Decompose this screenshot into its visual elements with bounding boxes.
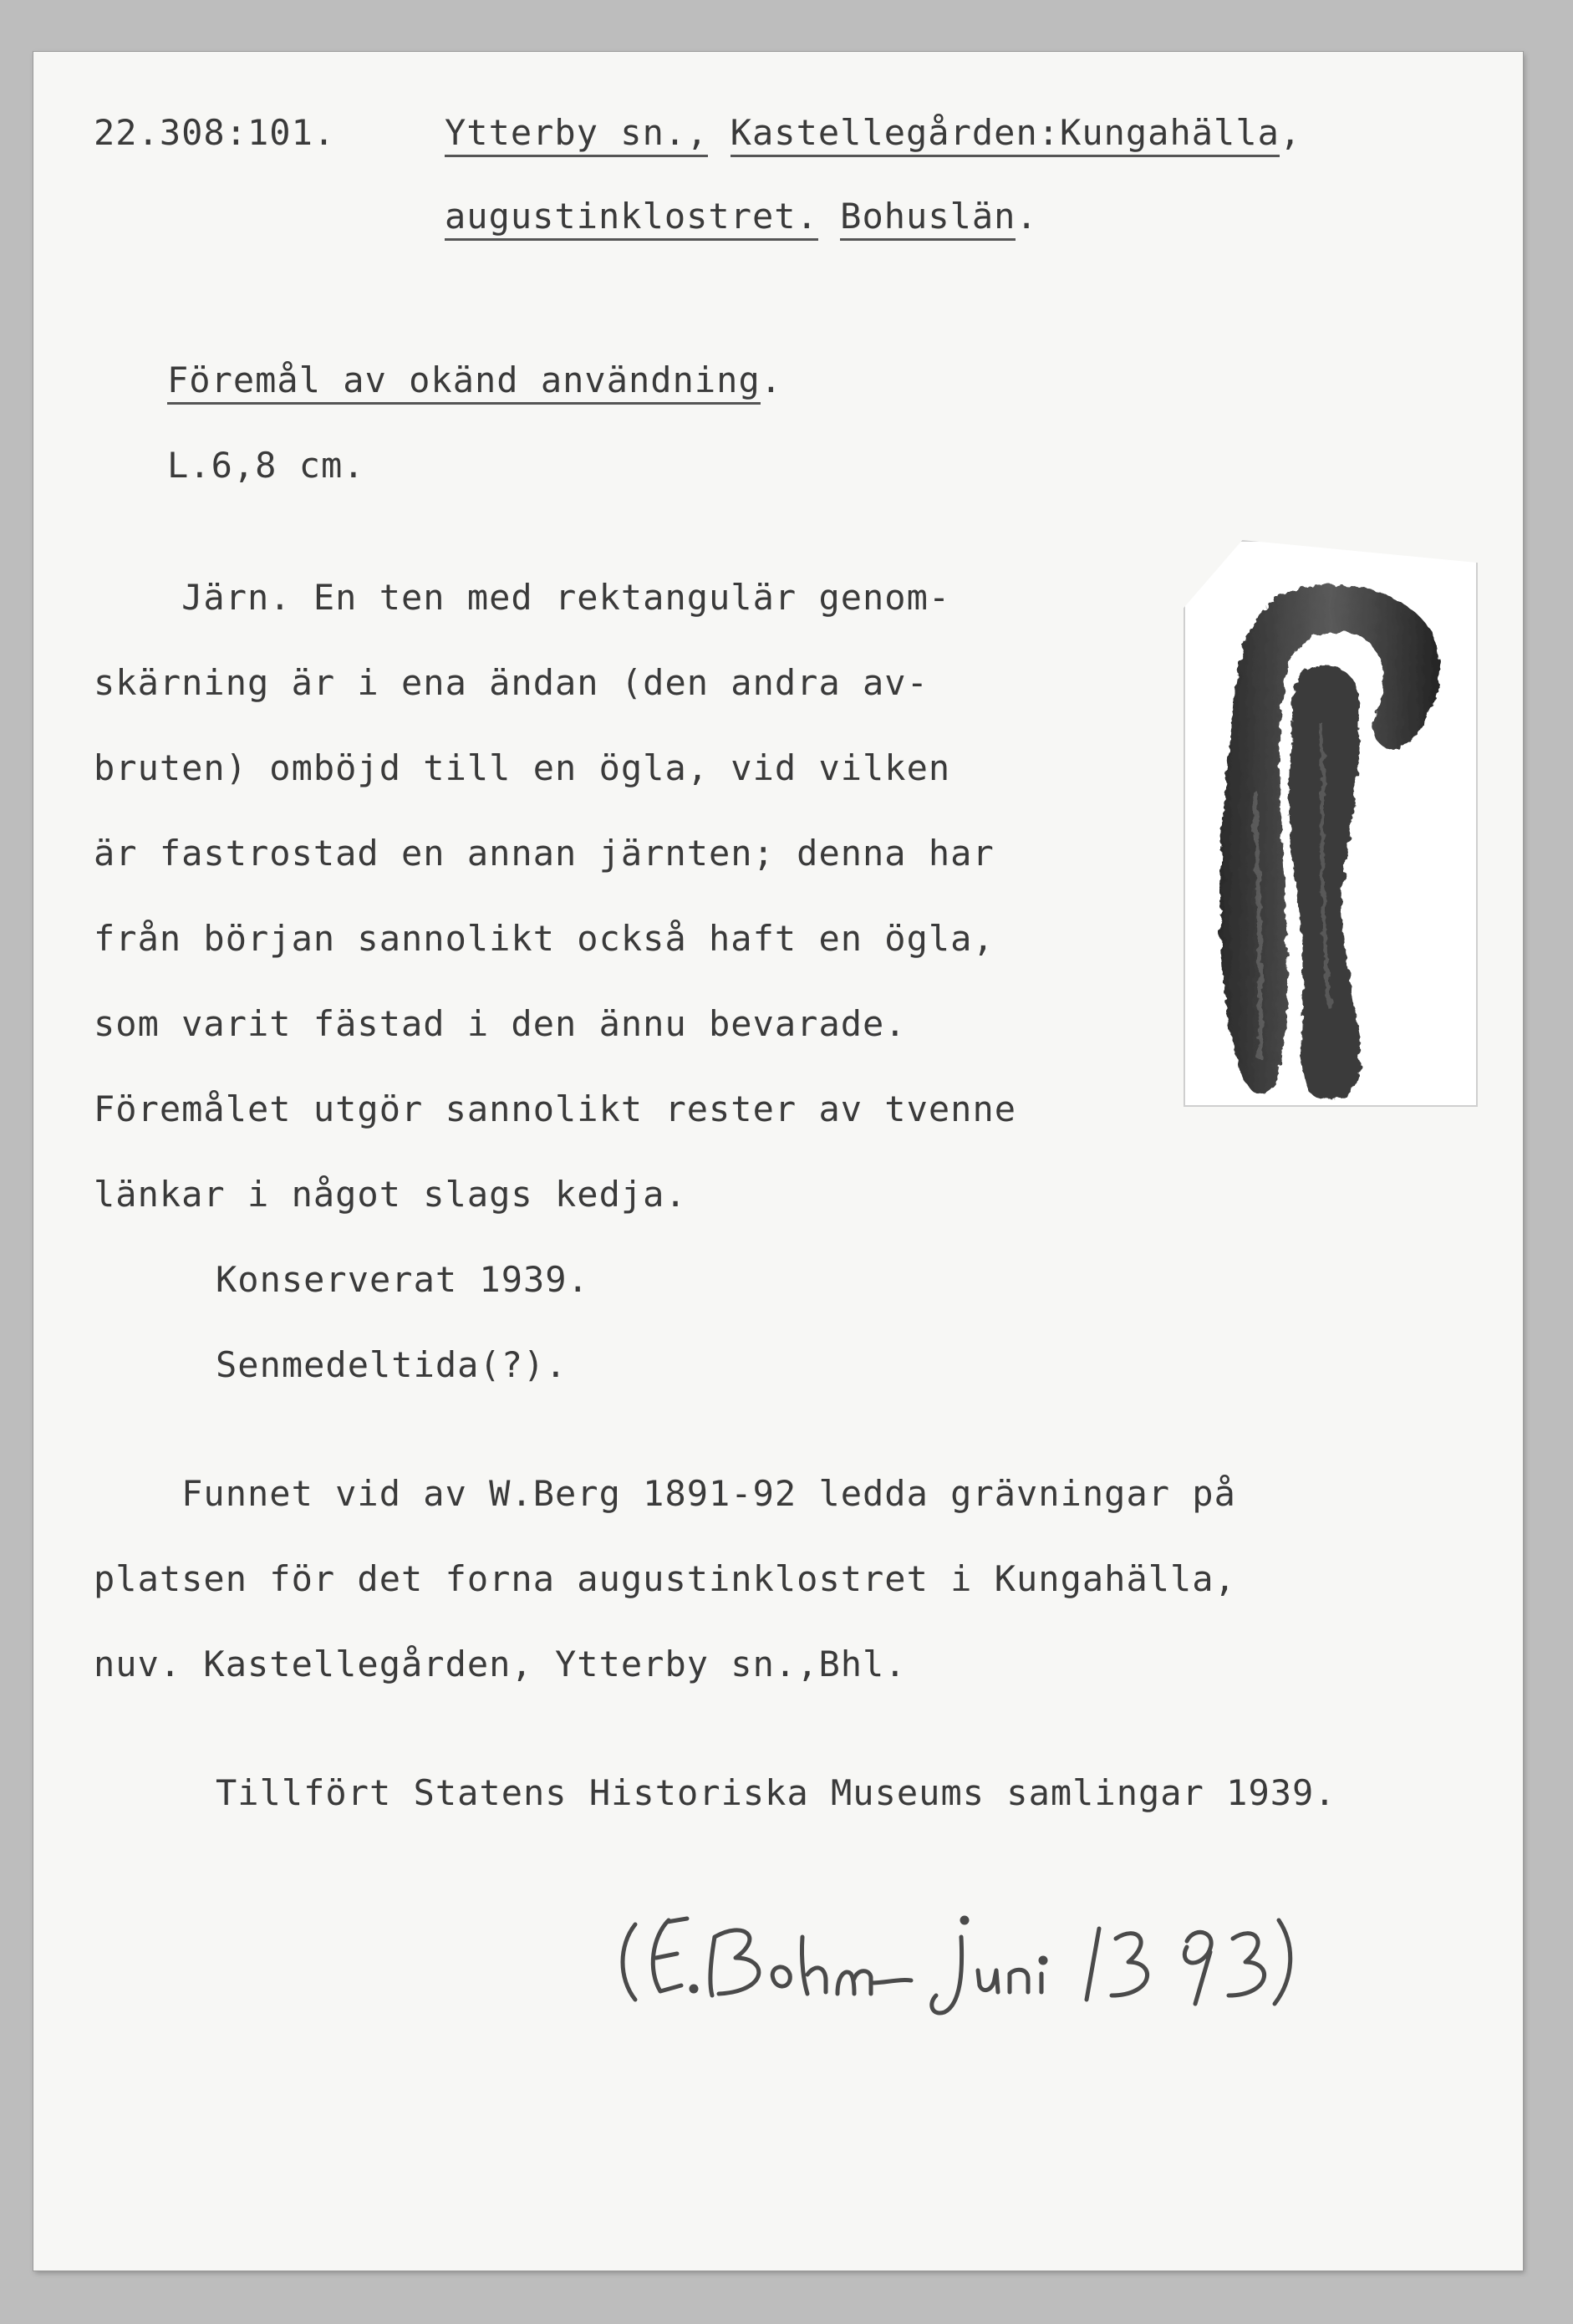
description-line: Järn. En ten med rektangulär genom- [94,577,951,618]
acquisition-note: Tillfört Statens Historiska Museums samlingar 1939. [216,1772,1336,1813]
catalog-number: 22.308:101. [94,112,336,153]
title-period: . [760,359,783,400]
iron-links-image [1184,540,1478,1107]
object-title-line [167,359,782,401]
description-line: som varit fästad i den ännu bevarade. [94,1003,907,1044]
dating-note: Senmedeltida(?). [216,1344,568,1385]
period: . [1016,196,1038,237]
comma: , [1279,112,1302,153]
signature-image [610,1887,1304,2021]
object-title: Föremål av okänd användning [167,359,761,405]
parish-name: Ytterby sn., [445,112,708,157]
description-line: Föremålet utgör sannolikt rester av tvenne [94,1088,1017,1129]
description-line: bruten) omböjd till en ögla, vid vilken [94,747,951,788]
description-line: länkar i något slags kedja. [94,1174,687,1215]
conservation-note: Konserverat 1939. [216,1259,589,1300]
object-photo [1184,540,1478,1107]
description-line: skärning är i ena ändan (den andra av- [94,662,929,703]
find-line: platsen för det forna augustinklostret i Kungahälla, [94,1558,1236,1599]
location-line-2 [445,196,1038,237]
description-line: från början sannolikt också haft en ögla, [94,918,995,959]
province-name: Bohuslän [840,196,1016,241]
object-length: L.6,8 cm. [167,445,365,486]
location-line-1 [445,112,1301,154]
find-line: nuv. Kastellegården, Ytterby sn.,Bhl. [94,1644,907,1684]
find-line: Funnet vid av W.Berg 1891-92 ledda grävningar på [94,1473,1236,1514]
site-name: Kastellegården:Kungahälla [731,112,1280,157]
monastery-name: augustinklostret. [445,196,818,241]
description-line: är fastrostad en annan järnten; denna har [94,833,995,874]
handwritten-signature [610,1887,1304,2021]
catalog-card [33,52,1523,2270]
